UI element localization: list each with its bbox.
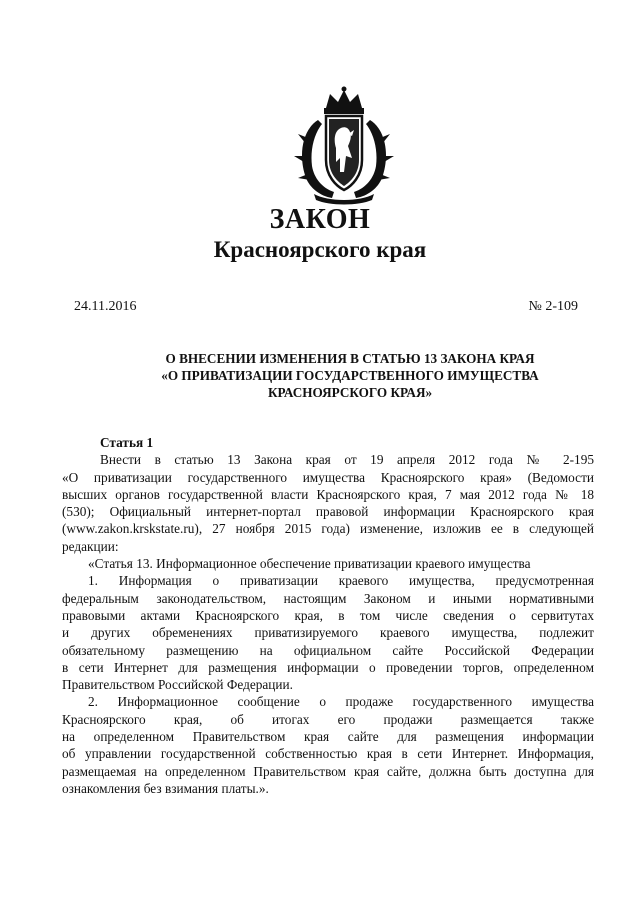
heading-line: «О ПРИВАТИЗАЦИИ ГОСУДАРСТВЕННОГО ИМУЩЕСТВА <box>161 368 539 383</box>
coat-of-arms-icon <box>288 86 400 206</box>
document-date: 24.11.2016 <box>74 299 137 314</box>
paragraph-line: «О приватизации государственного имущества Красноярского края» (Ведомости <box>62 469 594 485</box>
item-line: Правительством Российской Федерации. <box>62 677 293 693</box>
item-line: ознакомления без взимания платы.». <box>62 780 269 796</box>
item-line: 1. Информация о приватизации краевого имущества, предусмотренная <box>88 573 594 589</box>
item-line: на определенном Правительством края сайте для размещения информации <box>62 729 594 745</box>
heading-line: КРАСНОЯРСКОГО КРАЯ» <box>267 385 433 400</box>
law-heading <box>100 350 600 401</box>
article-title: Статья 1 <box>100 435 154 450</box>
paragraph-line: высших органов государственной власти Красноярского края, 7 мая 2012 года № 18 <box>62 486 594 502</box>
law-body <box>62 434 594 797</box>
paragraph-line: Внести в статью 13 Закона края от 19 апреля 2012 года № 2-195 <box>100 452 594 468</box>
item-line: 2. Информационное сообщение о продаже государственного имущества <box>88 694 594 710</box>
item-line: об управлении государственной собственностью края в сети Интернет. Информация, <box>62 746 594 762</box>
law-subtitle: Красноярского края <box>213 237 427 262</box>
item-line: размещаемая на определенном Правительством края сайте, должна быть доступна для <box>62 763 594 779</box>
paragraph-line: (530); Официальный интернет-портал правовой информации Красноярского края <box>62 504 594 520</box>
item-line: федеральным законодательством, настоящим Законом и иными нормативными <box>62 590 594 606</box>
item-line: Красноярского края, об итогах его продажи размещается также <box>62 711 594 727</box>
document-number: № 2-109 <box>528 299 578 314</box>
item-line: правовыми актами Красноярского края, в том числе сведения о сервитутах <box>62 607 594 623</box>
paragraph-line: (www.zakon.krskstate.ru), 27 ноября 2015 года) изменение, изложив ее в следующей <box>62 521 594 537</box>
item-line: в сети Интернет для размещения информации о проведении торгов, определенном <box>62 659 594 675</box>
law-title: ЗАКОН <box>269 204 371 235</box>
item-line: обязательному размещению на официальном сайте Российской Федерации <box>62 642 594 658</box>
paragraph-line: редакции: <box>62 538 119 554</box>
quoted-article-title: «Статья 13. Информационное обеспечение приватизации краевого имущества <box>88 556 531 572</box>
heading-line: О ВНЕСЕНИИ ИЗМЕНЕНИЯ В СТАТЬЮ 13 ЗАКОНА КРАЯ <box>165 351 535 366</box>
item-line: и других обременениях приватизируемого краевого имущества, подлежит <box>62 625 594 641</box>
